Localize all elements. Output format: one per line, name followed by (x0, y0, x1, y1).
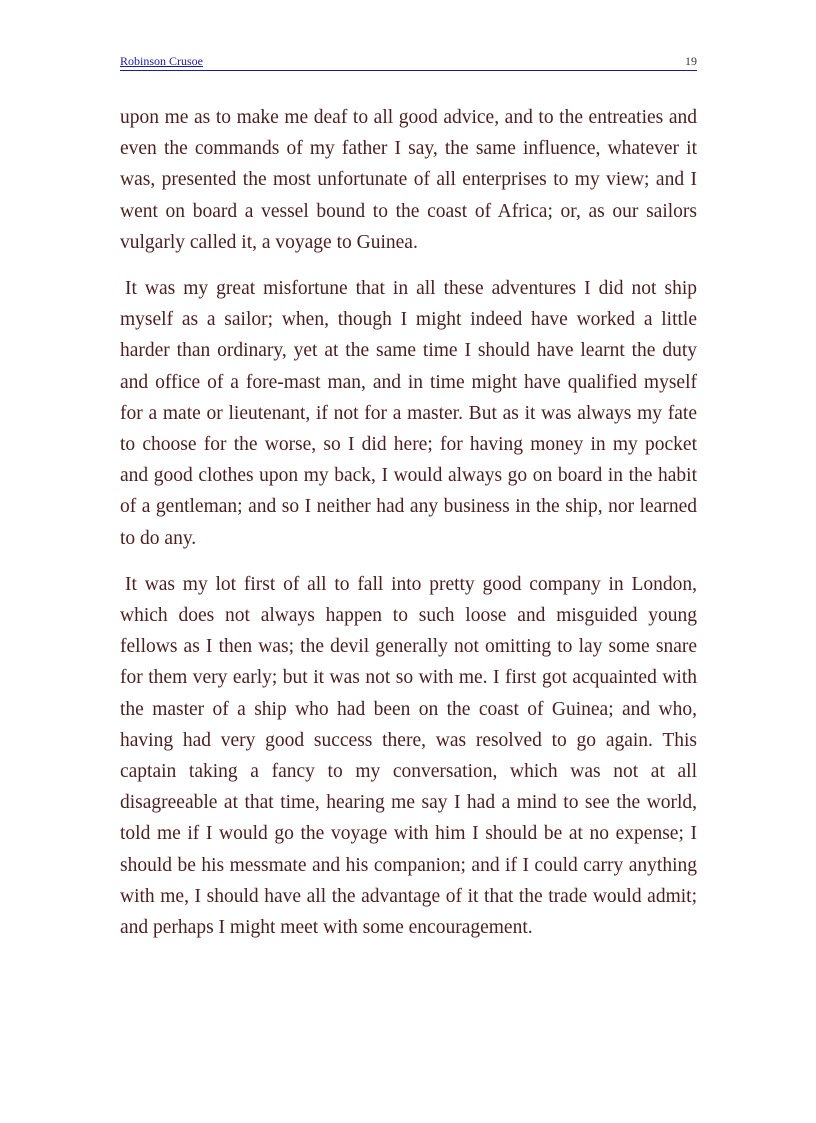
paragraph: It was my lot first of all to fall into pretty good company in London, which does not always happen to such loose and misguided young fellows as I then was; the devil generally not omitting to lay some snare for them very early; but it was not so with me. I first got acquainted with the master of a ship who had been on the coast of Guinea; and who, having had very good success there, was resolved to go again. This captain taking a fancy to my conversation, which was not at all disagreeable at that time, hearing me say I had a mind to see the world, told me if I would go the voyage with him I should be at no expense; I should be his messmate and his companion; and if I could carry anything with me, I should have all the advantage of it that the trade would admit; and perhaps I might meet with some encouragement. (120, 573, 697, 939)
paragraph: upon me as to make me deaf to all good advice, and to the entreaties and even the commands of my father I say, the same influence, whatever it was, presented the most unfortunate of all enterprises to my view; and I went on board a vessel bound to the coast of Africa; or, as our sailors vulgarly called it, a voyage to Guinea. (120, 107, 697, 253)
book-title-link[interactable]: Robinson Crusoe (120, 54, 204, 68)
paragraph: It was my great misfortune that in all these adventures I did not ship myself as a sailor; when, though I might indeed have worked a little harder than ordinary, yet at the same time I should have learnt the duty and office of a fore-mast man, and in time might have qualified myself for a mate or lieutenant, if not for a master. But as it was always my fate to choose for the worse, so I did here; for having money in my pocket and good clothes upon my back, I would always go on board in the habit of a gentleman; and so I neither had any business in the ship, nor learned to do any. (120, 278, 697, 549)
page-number: 19 (685, 54, 697, 68)
body-text (120, 102, 697, 958)
running-header (120, 54, 697, 71)
